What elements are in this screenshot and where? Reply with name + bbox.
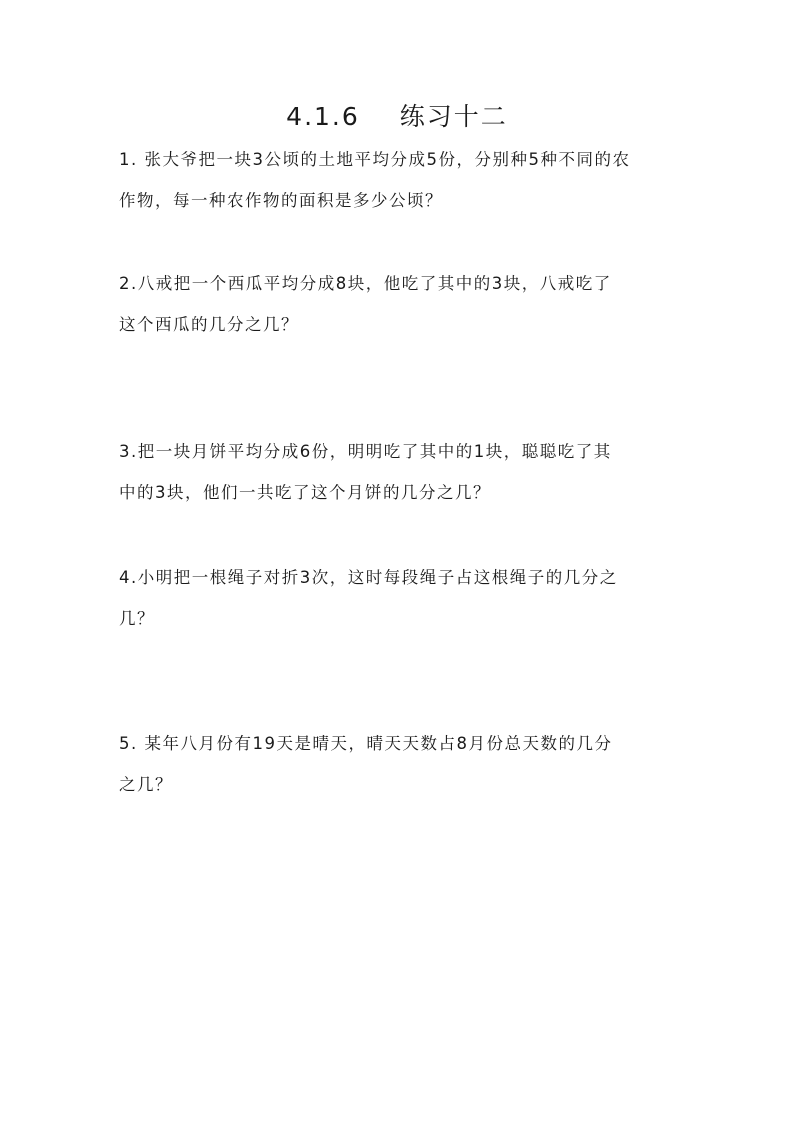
question-line: 3.把一块月饼平均分成6份，明明吃了其中的1块，聪聪吃了其 — [119, 442, 612, 461]
question-2 — [119, 272, 679, 354]
question-1 — [119, 148, 679, 230]
section-number: 4.1.6 — [286, 102, 360, 131]
question-line: 中的3块，他们一共吃了这个月饼的几分之几？ — [119, 483, 491, 502]
question-5 — [119, 732, 679, 814]
question-3 — [119, 440, 679, 522]
question-line: 2.八戒把一个西瓜平均分成8块，他吃了其中的3块，八戒吃了 — [119, 274, 612, 293]
section-title: 练习十二 — [399, 102, 508, 131]
question-line: 几？ — [119, 609, 155, 628]
question-line: 之几？ — [119, 775, 173, 794]
question-line: 这个西瓜的几分之几？ — [119, 315, 299, 334]
question-4 — [119, 566, 679, 648]
question-line: 1. 张大爷把一块3公顷的土地平均分成5份，分别种5种不同的农 — [119, 150, 631, 169]
question-line: 作物，每一种农作物的面积是多少公顷？ — [119, 191, 443, 210]
question-line: 4.小明把一根绳子对折3次，这时每段绳子占这根绳子的几分之 — [119, 568, 618, 587]
question-line: 5. 某年八月份有19天是晴天，晴天天数占8月份总天数的几分 — [119, 734, 613, 753]
page-title — [0, 99, 794, 135]
